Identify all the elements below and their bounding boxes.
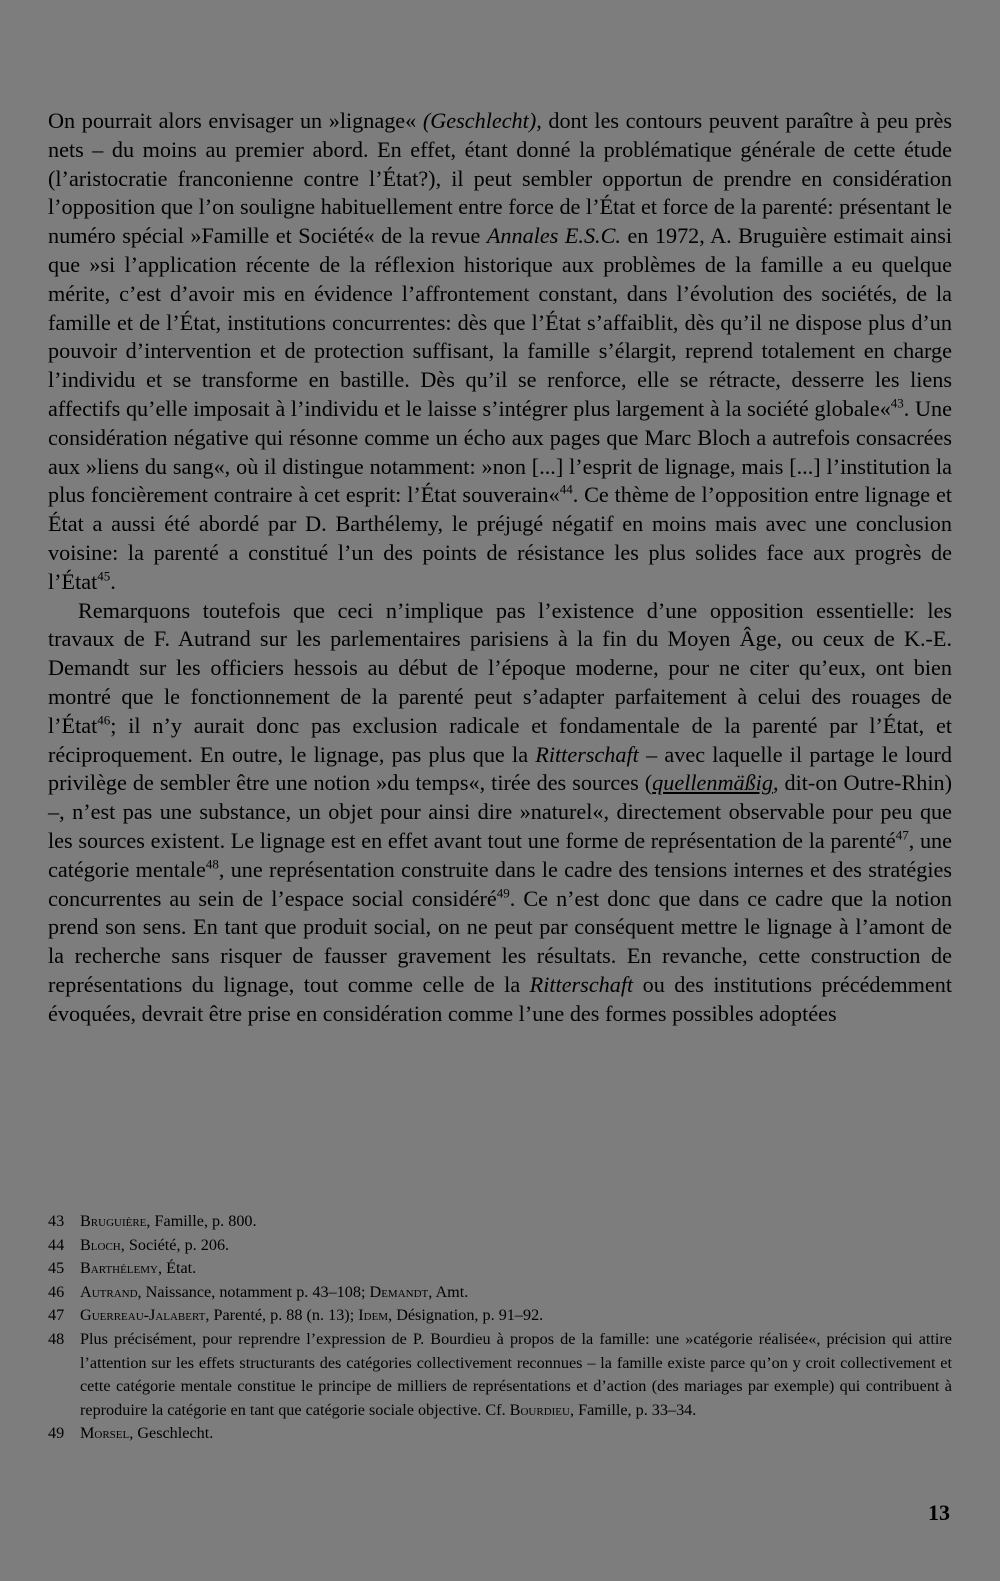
footnote-ref: 44	[559, 481, 573, 497]
footnote-number: 47	[48, 1306, 65, 1325]
text-run: .	[110, 568, 116, 594]
footnote-ref: 45	[97, 568, 111, 584]
footnotes	[48, 1210, 952, 1446]
text-run: , une catégorie mentale	[48, 827, 952, 882]
italic-underlined-text: quellenmäßig	[652, 770, 773, 796]
page-number: 13	[928, 1500, 950, 1525]
text-run: ; il n’y aurait donc pas exclusion radicale et fondamentale de la parenté par l’État, et réciproquement. En outre, le lignage, pas plus que la	[48, 712, 952, 767]
author-name: Bruguière	[80, 1212, 147, 1230]
italic-text: (Geschlecht),	[422, 108, 542, 133]
footnote	[48, 1210, 952, 1234]
text-run: Remarquons toutefois que ceci n’implique pas l’existence d’une opposition essentielle: les travaux de F. Autrand sur les parlementaires parisiens à la fin du Moyen Âge, ou ceux de K.-E. Demandt sur les officiers hessois au début de l’époque moderne, pour ne citer qu’eux, ont bien montré que le fonctionnement de la parenté peut s’adapter parfaitement à celui des rouages de l’État	[48, 597, 952, 738]
paragraph-2	[48, 597, 952, 1029]
text-run: ou des institutions précédemment évoquées, devrait être prise en considération comme l’une des formes possibles adoptées	[48, 971, 952, 1026]
author-name: Demandt	[369, 1282, 429, 1301]
footnote	[48, 1304, 952, 1328]
footnote-text	[80, 1422, 952, 1446]
author-name: Autrand	[80, 1282, 138, 1301]
italic-text: Ritterschaft	[535, 741, 639, 767]
text-run: , Famille, p. 800.	[146, 1212, 257, 1230]
text-run: Plus précisément, pour reprendre l’expression de P. Bourdieu à propos de la famille: une »catégorie réalisée«, précision qui attire l’attention sur les effets structurants des catégories collectivement reconnues – la famille existe parce qu’on y croit collectivement et cette catégorie mentale constitue le principe de milliers de représentations et d’action (des mariages par exemple) qui contribuent à reproduire la catégorie en tant que catégorie sociale objective. Cf.	[80, 1329, 952, 1419]
footnote-text	[80, 1210, 952, 1234]
italic-text: Annales E.S.C.	[486, 223, 621, 249]
author-name: Bourdieu	[509, 1400, 570, 1419]
footnote-ref: 46	[97, 712, 111, 728]
text-run: , Parenté, p. 88 (n. 13);	[205, 1306, 359, 1325]
text-run: . Ce n’est donc que dans ce cadre que la notion prend son sens. En tant que produit social, on ne peut par conséquent mettre le lignage à l’amont de la recherche sans risquer de fausser gravement les résultats. En revanche, cette construction de représentations du lignage, tout comme celle de la	[48, 885, 952, 997]
text-run: . Une considération négative qui résonne comme un écho aux pages que Marc Bloch a autrefois consacrées aux »liens du sang«, où il distingue notamment: »non [...] l’esprit de lignage, mais [...] l’institution la plus foncièrement contraire à cet esprit: l’État souverain«	[48, 395, 952, 508]
footnote	[48, 1234, 952, 1258]
footnote	[48, 1281, 952, 1305]
footnote-number: 45	[48, 1259, 65, 1278]
footnote	[48, 1328, 952, 1422]
text-run: , Société, p. 206.	[120, 1235, 230, 1254]
footnote-ref: 43	[890, 395, 904, 411]
footnote-ref: 49	[496, 885, 510, 901]
text-run: , Famille, p. 33–34.	[569, 1400, 697, 1419]
text-run: , Amt.	[428, 1282, 469, 1301]
footnote-ref: 48	[205, 856, 219, 872]
italic-text: Ritterschaft	[529, 971, 634, 997]
footnote-number: 49	[48, 1424, 65, 1443]
footnote-text	[80, 1328, 952, 1422]
text-run: On pourrait alors envisager un »lignage«	[48, 108, 423, 133]
footnote-text	[80, 1281, 952, 1305]
author-name: Bloch	[80, 1235, 121, 1254]
footnote-number: 46	[48, 1282, 65, 1301]
footnote-ref: 47	[895, 827, 909, 843]
paragraph-1	[48, 107, 952, 597]
author-name: Idem	[358, 1306, 389, 1325]
footnote-text	[80, 1234, 952, 1258]
text-run: en 1972, A. Bruguière estimait ainsi que »si l’application récente de la réflexion historique aux problèmes de la famille a eu quelque mérite, c’est d’avoir mis en évidence l’affrontement constant, dans l’évolution des sociétés, de la famille et de l’État, institutions concurrentes: dès que l’État s’affaiblit, dès qu’il ne dispose plus d’un pouvoir d’intervention et de protection suffisant, la famille s’élargit, reprend totalement en charge l’individu et se transforme en bastille. Dès qu’il se renforce, elle se rétracte, desserre les liens affectifs qu’elle imposait à l’individu et le laisse s’intégrer plus largement à la société globale«	[48, 223, 953, 421]
text-run: . Ce thème de l’opposition entre lignage et État a aussi été abordé par D. Barthélemy, le préjugé négatif en moins mais avec une conclusion voisine: la parenté a constitué l’un des points de résistance les plus solides face aux progrès de l’État	[48, 482, 952, 594]
text-run: , une représentation construite dans le cadre des tensions internes et des stratégies concurrentes au sein de l’espace social considéré	[48, 856, 952, 911]
text-run: , Naissance, notamment p. 43–108;	[137, 1282, 370, 1301]
author-name: Morsel	[80, 1424, 130, 1443]
text-run: , État.	[157, 1259, 197, 1278]
footnote-text	[80, 1257, 952, 1281]
footnote-text	[80, 1304, 952, 1328]
author-name: Barthélemy	[80, 1259, 158, 1278]
footnote	[48, 1422, 952, 1446]
text-run: dont les contours peuvent paraître à peu près nets – du moins au premier abord. En effet, étant donné la problématique générale de cette étude (l’aristocratie franconienne contre l’État?), il peut sembler opportun de prendre en considération l’opposition que l’on souligne habituellement entre force de l’État et force de la parenté: présentant le numéro spécial »Famille et Société« de la revue	[48, 108, 952, 249]
footnote-number: 43	[48, 1212, 65, 1230]
footnote	[48, 1257, 952, 1281]
body-text	[48, 107, 952, 1029]
text-run: , Geschlecht.	[129, 1424, 214, 1443]
text-run: – avec laquelle il partage le lourd privilège de sembler être une notion »du temps«, tirée des sources (	[48, 741, 952, 796]
footnote-number: 44	[48, 1235, 65, 1254]
text-run: , dit-on Outre-Rhin) –, n’est pas une substance, un objet pour ainsi dire »naturel«, directement observable pour peu que les sources existent. Le lignage est en effet avant tout une forme de représentation de la parenté	[48, 770, 952, 853]
text-run: , Désignation, p. 91–92.	[388, 1306, 544, 1325]
author-name: Guerreau-Jalabert	[80, 1306, 206, 1325]
footnote-number: 48	[48, 1329, 65, 1348]
